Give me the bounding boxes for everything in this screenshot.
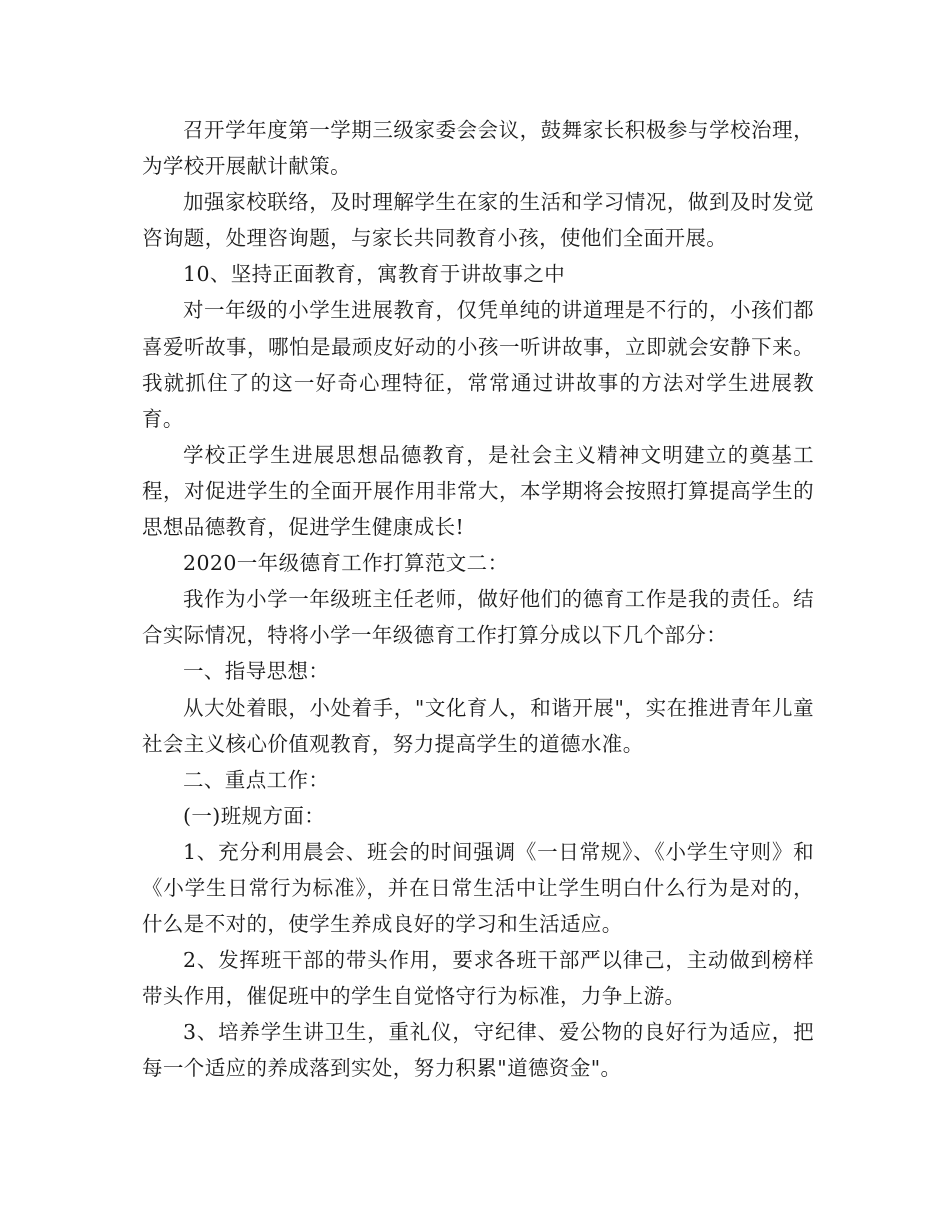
paragraph: 对一年级的小学生进展教育，仅凭单纯的讲道理是不行的，小孩们都喜爱听故事，哪怕是最顽皮好动的小孩一听讲故事，立即就会安静下来。我就抓住了的这一好奇心理特征，常常通过讲故事的方法对学生进展教育。: [142, 298, 814, 431]
section-heading: 2020一年级德育工作打算范文二：: [183, 551, 509, 576]
paragraph: 从大处着眼，小处着手，"文化育人，和谐开展"，实在推进青年儿童社会主义核心价值观教育，努力提高学生的道德水准。: [142, 695, 814, 756]
paragraph: 加强家校联络，及时理解学生在家的生活和学习情况，做到及时发觉咨询题，处理咨询题，与家长共同教育小孩，使他们全面开展。: [142, 190, 814, 251]
paragraph: 我作为小学一年级班主任老师，做好他们的德育工作是我的责任。结合实际情况，特将小学一年级德育工作打算分成以下几个部分：: [142, 587, 814, 648]
list-item: 2、发挥班干部的带头作用，要求各班干部严以律己，主动做到榜样带头作用，催促班中的学生自觉恪守行为标准，力争上游。: [142, 948, 814, 1009]
section-heading: 一、指导思想：: [183, 659, 330, 684]
paragraph: 学校正学生进展思想品德教育，是社会主义精神文明建立的奠基工程，对促进学生的全面开展作用非常大，本学期将会按照打算提高学生的思想品德教育，促进学生健康成长!: [142, 442, 814, 540]
subsection-heading: (一)班规方面：: [183, 803, 326, 828]
section-heading: 10、坚持正面教育，寓教育于讲故事之中: [183, 262, 566, 287]
document-body: [142, 112, 814, 1087]
list-item: 1、充分利用晨会、班会的时间强调《一日常规》、《小学生守则》和《小学生日常行为标准》，并在日常生活中让学生明白什么行为是对的，什么是不对的，使学生养成良好的学习和生活适应。: [142, 839, 814, 937]
section-heading: 二、重点工作：: [183, 767, 330, 792]
list-item: 3、培养学生讲卫生，重礼仪，守纪律、爱公物的良好行为适应，把每一个适应的养成落到实处，努力积累"道德资金"。: [142, 1020, 814, 1081]
paragraph: 召开学年度第一学期三级家委会会议，鼓舞家长积极参与学校治理，为学校开展献计献策。: [142, 118, 814, 179]
